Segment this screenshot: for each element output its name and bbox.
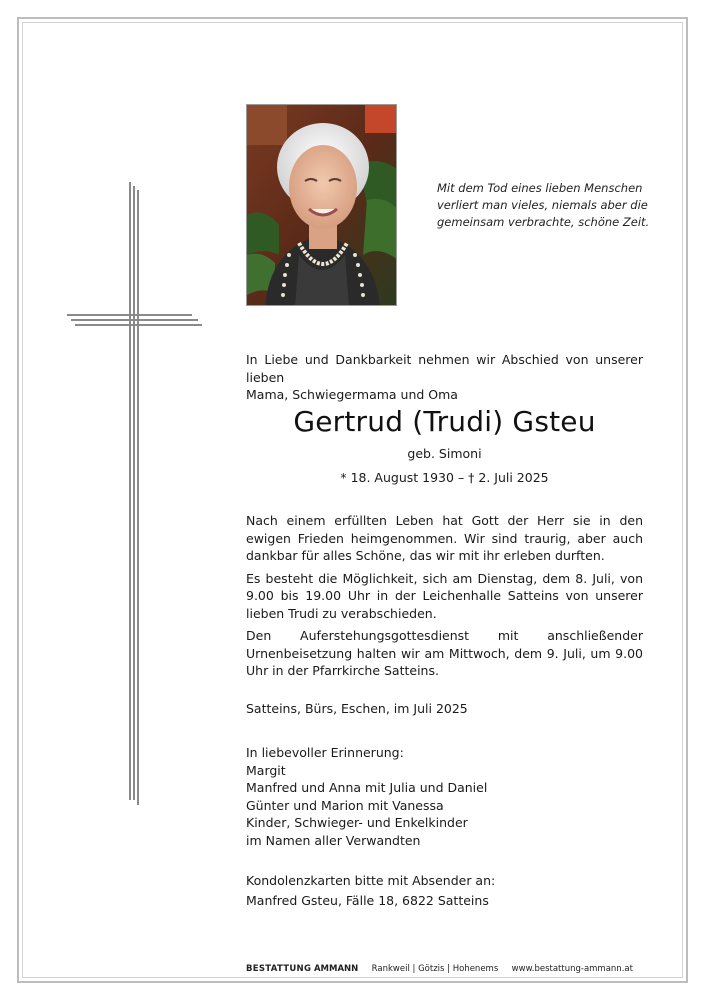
deceased-name: Gertrud (Trudi) Gsteu [293, 405, 596, 438]
mourners-heading: In liebevoller Erinnerung: [246, 745, 404, 760]
body-paragraph-2: Es besteht die Möglichkeit, sich am Dienstag, dem 8. Juli, von 9.00 bis 19.00 Uhr in der Leichenhalle Satteins von unserer lieben Trudi zu verabschieden. [246, 570, 643, 621]
condolence-line-1: Kondolenzkarten bitte mit Absender an: [246, 873, 496, 888]
quote-line-1: Mit dem Tod eines lieben Menschen [437, 181, 643, 195]
footer [246, 964, 633, 974]
quote-line-3: gemeinsam verbrachte, schöne Zeit. [437, 215, 650, 229]
footer-locations: Rankweil | Götzis | Hohenems [371, 964, 499, 974]
body-paragraph-1: Nach einem erfüllten Leben hat Gott der Herr sie in den ewigen Frieden heimgenommen. Wir sind traurig, aber auch dankbar für alles Schöne, das wir mit ihr erleben durften. [246, 513, 643, 563]
mourner-line: Manfred und Anna mit Julia und Daniel [246, 780, 488, 795]
body-paragraph-3: Den Auferstehungsgottesdienst mit anschließender Urnenbeisetzung halten wir am Mittwoch, dem 9. Juli, um 9.00 Uhr in der Pfarrkirche Satteins. [246, 628, 643, 678]
obituary-body [246, 512, 643, 685]
mourner-line: Margit [246, 762, 286, 778]
condolence-info [246, 872, 643, 909]
mourners-list [246, 744, 643, 849]
place-date: Satteins, Bürs, Eschen, im Juli 2025 [246, 701, 468, 716]
condolence-address: Manfred Gsteu, Fälle 18, 6822 Satteins [246, 892, 489, 908]
intro-line-1: In Liebe und Dankbarkeit nehmen wir Abschied von unserer lieben [246, 352, 643, 385]
mourner-line: Kinder, Schwieger- und Enkelkinder [246, 815, 468, 830]
portrait-photo [246, 104, 397, 306]
mourner-line: im Namen aller Verwandten [246, 832, 421, 848]
footer-website-link[interactable]: www.bestattung-ammann.at [511, 964, 633, 974]
mourner-line: Günter und Marion mit Vanessa [246, 797, 444, 813]
intro-line-2: Mama, Schwiegermama und Oma [246, 387, 458, 402]
life-dates: * 18. August 1930 – † 2. Juli 2025 [340, 470, 549, 485]
maiden-name: geb. Simoni [407, 446, 482, 461]
footer-brand-name: AMMANN [313, 964, 359, 974]
intro-text [246, 351, 643, 404]
quote-line-2: verliert man vieles, niemals aber die [437, 198, 648, 212]
footer-brand-prefix: BESTATTUNG [246, 964, 312, 974]
memorial-quote [437, 180, 652, 231]
